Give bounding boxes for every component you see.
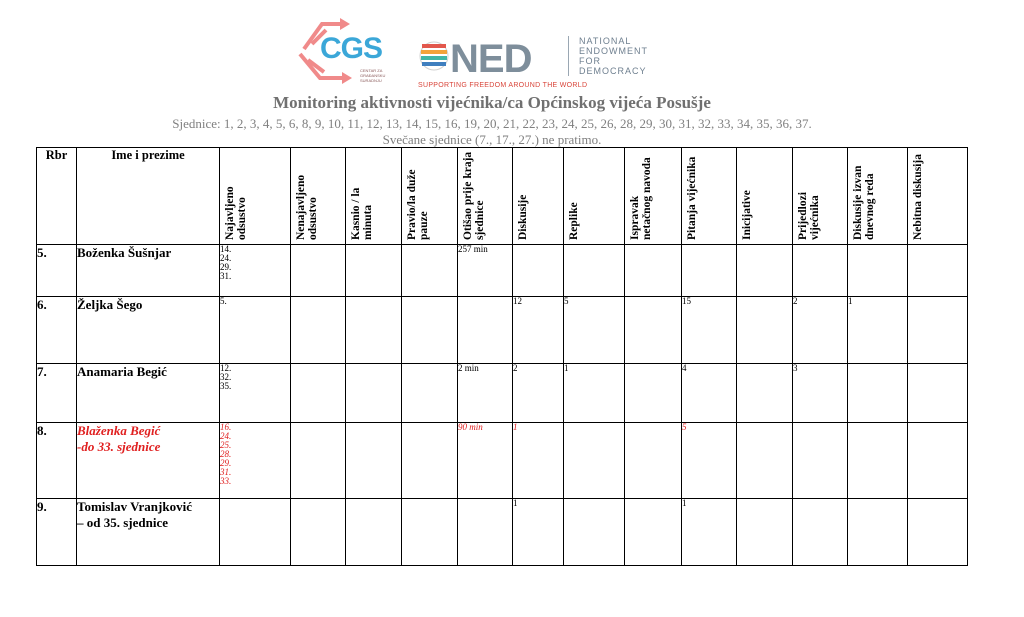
row-number: 7. (37, 364, 77, 423)
row-number: 6. (37, 297, 77, 364)
ned-org-line: ENDOWMENT (579, 46, 648, 56)
proposals (793, 499, 848, 566)
table-header-row (37, 148, 968, 245)
header-pravio (402, 148, 458, 245)
late-minutes (346, 364, 402, 423)
corrections (625, 245, 682, 297)
discussions (513, 245, 564, 297)
unannounced-absence (291, 364, 346, 423)
header-kasnio (346, 148, 402, 245)
councillor-name: Anamaria Begić (77, 364, 220, 423)
initiatives (737, 245, 793, 297)
ned-org-line: DEMOCRACY (579, 66, 647, 76)
questions: 1 (682, 499, 737, 566)
proposals (793, 245, 848, 297)
off-agenda-discussions (848, 423, 908, 499)
header-pravio-label: Pravio/la duže pauze (406, 169, 430, 240)
replies: 1 (564, 364, 625, 423)
header-izvan-label: Diskusije izvan dnevnog reda (852, 165, 876, 240)
header-kasnio-label: Kasnio / la minuta (350, 187, 374, 240)
header-otisao-label: Otišao prije kraja sjednice (462, 151, 486, 240)
off-agenda-discussions: 1 (848, 297, 908, 364)
proposals: 2 (793, 297, 848, 364)
header-nenajavljeno (291, 148, 346, 245)
announced-absence (220, 499, 291, 566)
corrections (625, 499, 682, 566)
councillor-name: Boženka Šušnjar (77, 245, 220, 297)
questions: 4 (682, 364, 737, 423)
irrelevant-discussions (908, 245, 968, 297)
irrelevant-discussions (908, 423, 968, 499)
irrelevant-discussions (908, 297, 968, 364)
left-early (458, 297, 513, 364)
header-rbr: Rbr (37, 148, 77, 245)
off-agenda-discussions (848, 499, 908, 566)
left-early: 257 min (458, 245, 513, 297)
left-early: 2 min (458, 364, 513, 423)
cgs-logo-subtitle: CENTAR ZA GRAĐANSKU SURADNJU (360, 68, 386, 83)
ned-tagline: SUPPORTING FREEDOM AROUND THE WORLD (418, 82, 588, 89)
corrections (625, 423, 682, 499)
logo-banner (290, 10, 710, 92)
unannounced-absence (291, 245, 346, 297)
discussions: 12 (513, 297, 564, 364)
header-diskusije (513, 148, 564, 245)
proposals: 3 (793, 364, 848, 423)
discussions: 2 (513, 364, 564, 423)
replies (564, 499, 625, 566)
irrelevant-discussions (908, 499, 968, 566)
off-agenda-discussions (848, 364, 908, 423)
councillor-name: Blaženka Begić -do 33. sjednice (77, 423, 220, 499)
row-number: 9. (37, 499, 77, 566)
council-activity-table (36, 147, 968, 566)
cgs-logo-text: CGS (320, 32, 383, 65)
late-minutes (346, 245, 402, 297)
ned-logo-icon (418, 32, 558, 82)
ned-org-line: NATIONAL (579, 36, 632, 46)
corrections (625, 297, 682, 364)
initiatives (737, 364, 793, 423)
header-otisao (458, 148, 513, 245)
left-early (458, 499, 513, 566)
header-diskusije-label: Diskusije (517, 194, 529, 240)
header-nebitna (908, 148, 968, 245)
irrelevant-discussions (908, 364, 968, 423)
header-ispravak (625, 148, 682, 245)
ned-org-name (568, 36, 648, 76)
header-inicijative (737, 148, 793, 245)
late-minutes (346, 499, 402, 566)
svg-text:NED: NED (450, 37, 532, 81)
initiatives (737, 423, 793, 499)
late-minutes (346, 297, 402, 364)
initiatives (737, 297, 793, 364)
header-nenajavljeno-label: Nenajavljeno odsustvo (295, 174, 319, 240)
header-izvan (848, 148, 908, 245)
unannounced-absence (291, 499, 346, 566)
row-number: 8. (37, 423, 77, 499)
header-prijedlozi (793, 148, 848, 245)
header-prijedlozi-label: Prijedlozi vijećnika (797, 192, 821, 240)
unannounced-absence (291, 297, 346, 364)
long-pauses (402, 245, 458, 297)
replies (564, 245, 625, 297)
discussions: 1 (513, 499, 564, 566)
councillor-name: Tomislav Vranjković – od 35. sjednice (77, 499, 220, 566)
table-row (37, 364, 968, 423)
questions (682, 245, 737, 297)
long-pauses (402, 499, 458, 566)
announced-absence: 16. 24. 25. 28. 29. 31. 33. (220, 423, 291, 499)
sessions-list: Sjednice: 1, 2, 3, 4, 5, 6, 8, 9, 10, 11, 12, 13, 14, 15, 16, 19, 20, 21, 22, 23, 24, 25, 26, 28, 29, 30, 31, 32, 33, 34, 35, 36, 37. (172, 116, 812, 131)
long-pauses (402, 364, 458, 423)
header-pitanja (682, 148, 737, 245)
off-agenda-discussions (848, 245, 908, 297)
initiatives (737, 499, 793, 566)
announced-absence: 14. 24. 29. 31. (220, 245, 291, 297)
announced-absence: 5. (220, 297, 291, 364)
page-title: Monitoring aktivnosti vijećnika/ca Općinskog vijeća Posušje (273, 93, 711, 112)
header-ispravak-label: Ispravak netačnog navoda (629, 157, 653, 240)
table-row (37, 297, 968, 364)
table-row (37, 499, 968, 566)
long-pauses (402, 423, 458, 499)
councillor-name: Željka Šego (77, 297, 220, 364)
table-row-highlighted (37, 423, 968, 499)
ned-org-line: FOR (579, 56, 601, 66)
late-minutes (346, 423, 402, 499)
header-nebitna-label: Nebitna diskusija (912, 154, 924, 240)
announced-absence: 12. 32. 35. (220, 364, 291, 423)
header-najavljeno-label: Najavljeno odsustvo (224, 186, 248, 240)
header-inicijative-label: Inicijative (741, 190, 753, 240)
long-pauses (402, 297, 458, 364)
header-najavljeno (220, 148, 291, 245)
corrections (625, 364, 682, 423)
replies: 5 (564, 297, 625, 364)
header-pitanja-label: Pitanja vijećnika (686, 156, 698, 240)
table-row (37, 245, 968, 297)
sessions-note: Svečane sjednice (7., 17., 27.) ne pratimo. (382, 132, 602, 147)
header-name: Ime i prezime (77, 148, 220, 245)
header-replike-label: Replike (568, 202, 580, 240)
proposals (793, 423, 848, 499)
left-early: 90 min (458, 423, 513, 499)
header-replike (564, 148, 625, 245)
questions: 5 (682, 423, 737, 499)
row-number: 5. (37, 245, 77, 297)
questions: 15 (682, 297, 737, 364)
discussions: 1 (513, 423, 564, 499)
unannounced-absence (291, 423, 346, 499)
replies (564, 423, 625, 499)
